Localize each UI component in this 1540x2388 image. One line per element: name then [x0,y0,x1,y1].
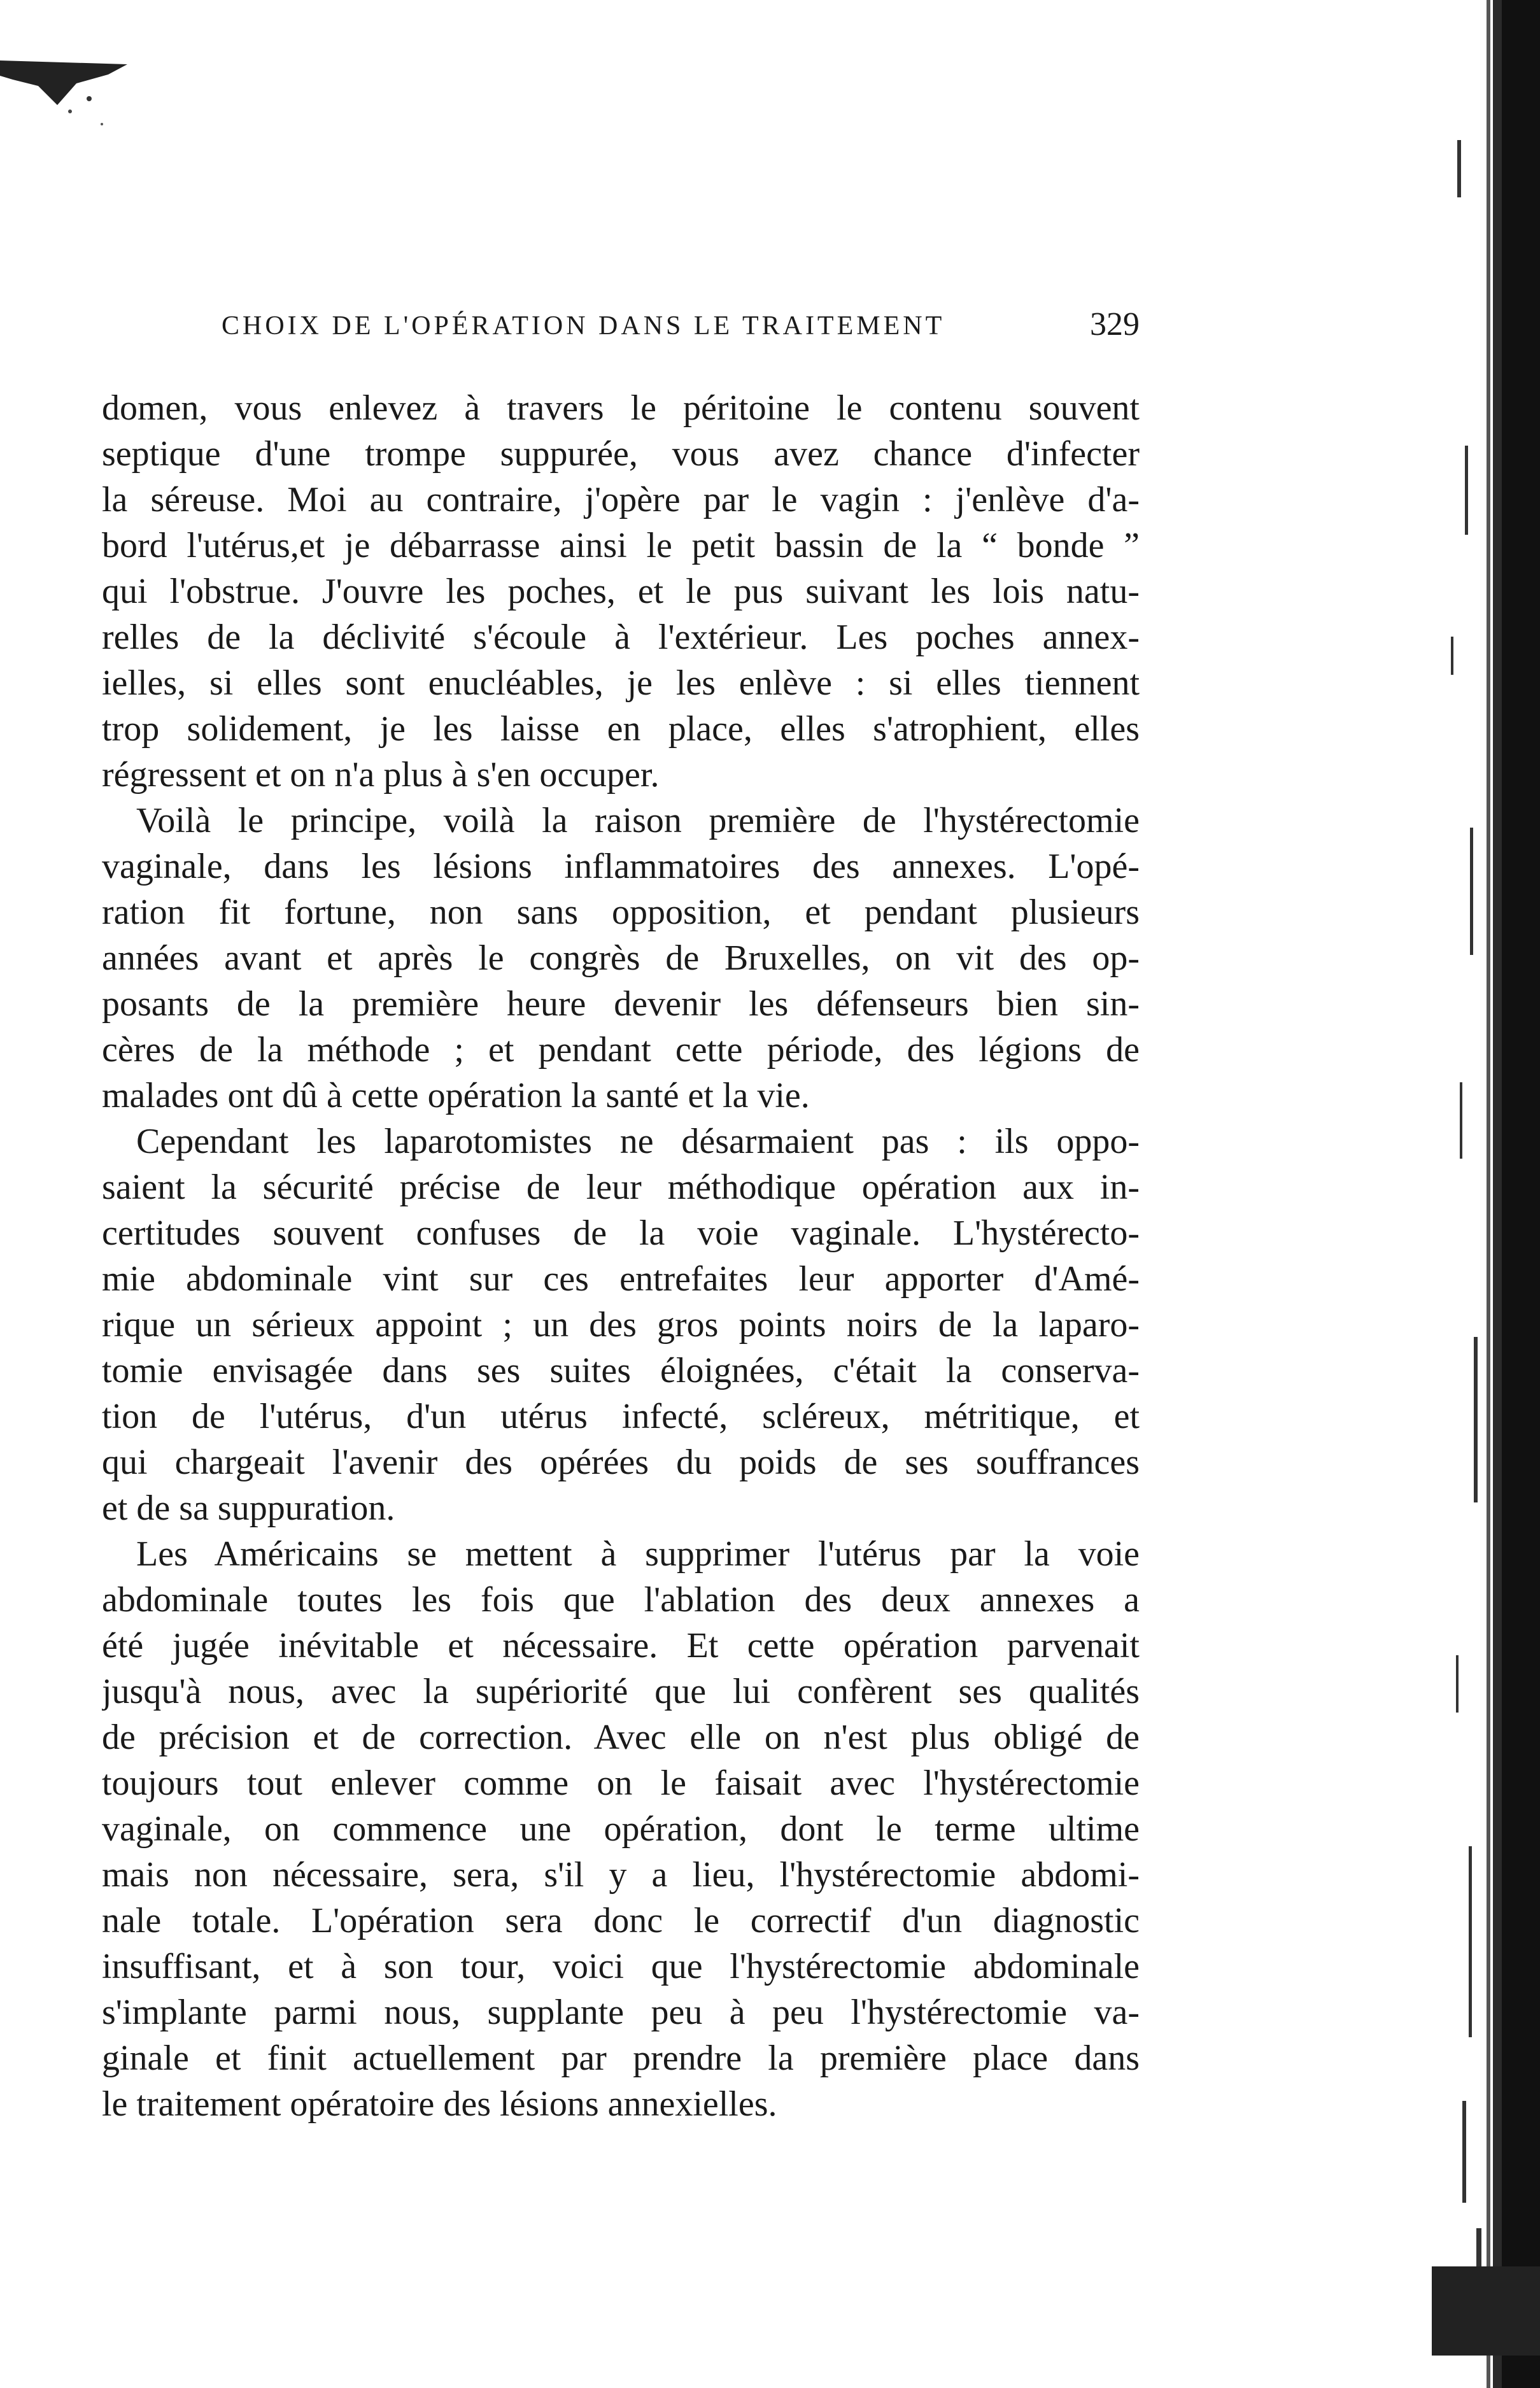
text-line: posants de la première heure devenir les défenseurs bien sin- [102,984,1140,1024]
text-line: années avant et après le congrès de Bruxelles, on vit des op- [102,938,1140,978]
text-line: certitudes souvent confuses de la voie vaginale. L'hystérecto- [102,1213,1140,1253]
text-line: régressent et on n'a plus à s'en occuper. [102,755,660,795]
text-line: trop solidement, je les laisse en place, elles s'atrophient, elles [102,709,1140,749]
text-line: la séreuse. Moi au contraire, j'opère par le vagin : j'enlève d'a- [102,480,1140,519]
text-line: mais non nécessaire, sera, s'il y a lieu, l'hystérectomie abdomi- [102,1855,1140,1895]
text-line: le traitement opératoire des lésions annexielles. [102,2084,777,2124]
scan-binding-edge [1432,0,1540,2388]
text-line: domen, vous enlevez à travers le péritoine le contenu souvent [102,388,1140,428]
text-line: septique d'une trompe suppurée, vous avez chance d'infecter [102,434,1140,474]
text-line: été jugée inévitable et nécessaire. Et cette opération parvenait [102,1626,1140,1665]
text-line: qui chargeait l'avenir des opérées du poids de ses souffrances [102,1443,1140,1482]
running-title: CHOIX DE L'OPÉRATION DANS LE TRAITEMENT [222,311,945,341]
text-line: qui l'obstrue. J'ouvre les poches, et le pus suivant les lois natu- [102,572,1140,611]
scan-corner-speck [0,60,127,143]
running-header [222,306,1140,350]
text-line: bord l'utérus,et je débarrasse ainsi le petit bassin de la “ bonde ” [102,526,1140,565]
text-line: malades ont dû à cette opération la santé et la vie. [102,1076,810,1115]
text-line: nale totale. L'opération sera donc le correctif d'un diagnostic [102,1901,1140,1940]
text-line: mie abdominale vint sur ces entrefaites leur apporter d'Amé- [102,1259,1140,1299]
text-line: saient la sécurité précise de leur méthodique opération aux in- [102,1168,1140,1207]
text-line: et de sa suppuration. [102,1488,395,1528]
text-line: jusqu'à nous, avec la supériorité que lui confèrent ses qualités [102,1672,1140,1711]
text-line: toujours tout enlever comme on le faisait avec l'hystérectomie [102,1763,1140,1803]
text-line: ielles, si elles sont enucléables, je les enlève : si elles tiennent [102,663,1140,703]
text-line: s'implante parmi nous, supplante peu à peu l'hystérectomie va- [102,1993,1140,2032]
text-line: cères de la méthode ; et pendant cette période, des légions de [102,1030,1140,1070]
text-line: rique un sérieux appoint ; un des gros points noirs de la laparo- [102,1305,1140,1345]
body-text [102,385,1140,2127]
text-line: tomie envisagée dans ses suites éloignées, c'était la conserva- [102,1351,1140,1390]
text-line: vaginale, dans les lésions inflammatoires des annexes. L'opé- [102,847,1140,886]
text-line: tion de l'utérus, d'un utérus infecté, scléreux, métritique, et [102,1397,1140,1436]
page-number: 329 [1090,306,1140,343]
text-line: de précision et de correction. Avec elle on n'est plus obligé de [102,1718,1140,1757]
text-line: Cependant les laparotomistes ne désarmaient pas : ils oppo- [136,1122,1140,1161]
text-line: insuffisant, et à son tour, voici que l'hystérectomie abdominale [102,1947,1140,1986]
text-line: vaginale, on commence une opération, dont le terme ultime [102,1809,1140,1849]
text-line: abdominale toutes les fois que l'ablation des deux annexes a [102,1580,1140,1620]
text-line: Les Américains se mettent à supprimer l'utérus par la voie [136,1534,1140,1574]
text-line: relles de la déclivité s'écoule à l'extérieur. Les poches annex- [102,618,1140,657]
text-line: ration fit fortune, non sans opposition, et pendant plusieurs [102,893,1140,932]
text-line: ginale et finit actuellement par prendre la première place dans [102,2038,1140,2078]
text-line: Voilà le principe, voilà la raison première de l'hystérectomie [136,801,1140,840]
